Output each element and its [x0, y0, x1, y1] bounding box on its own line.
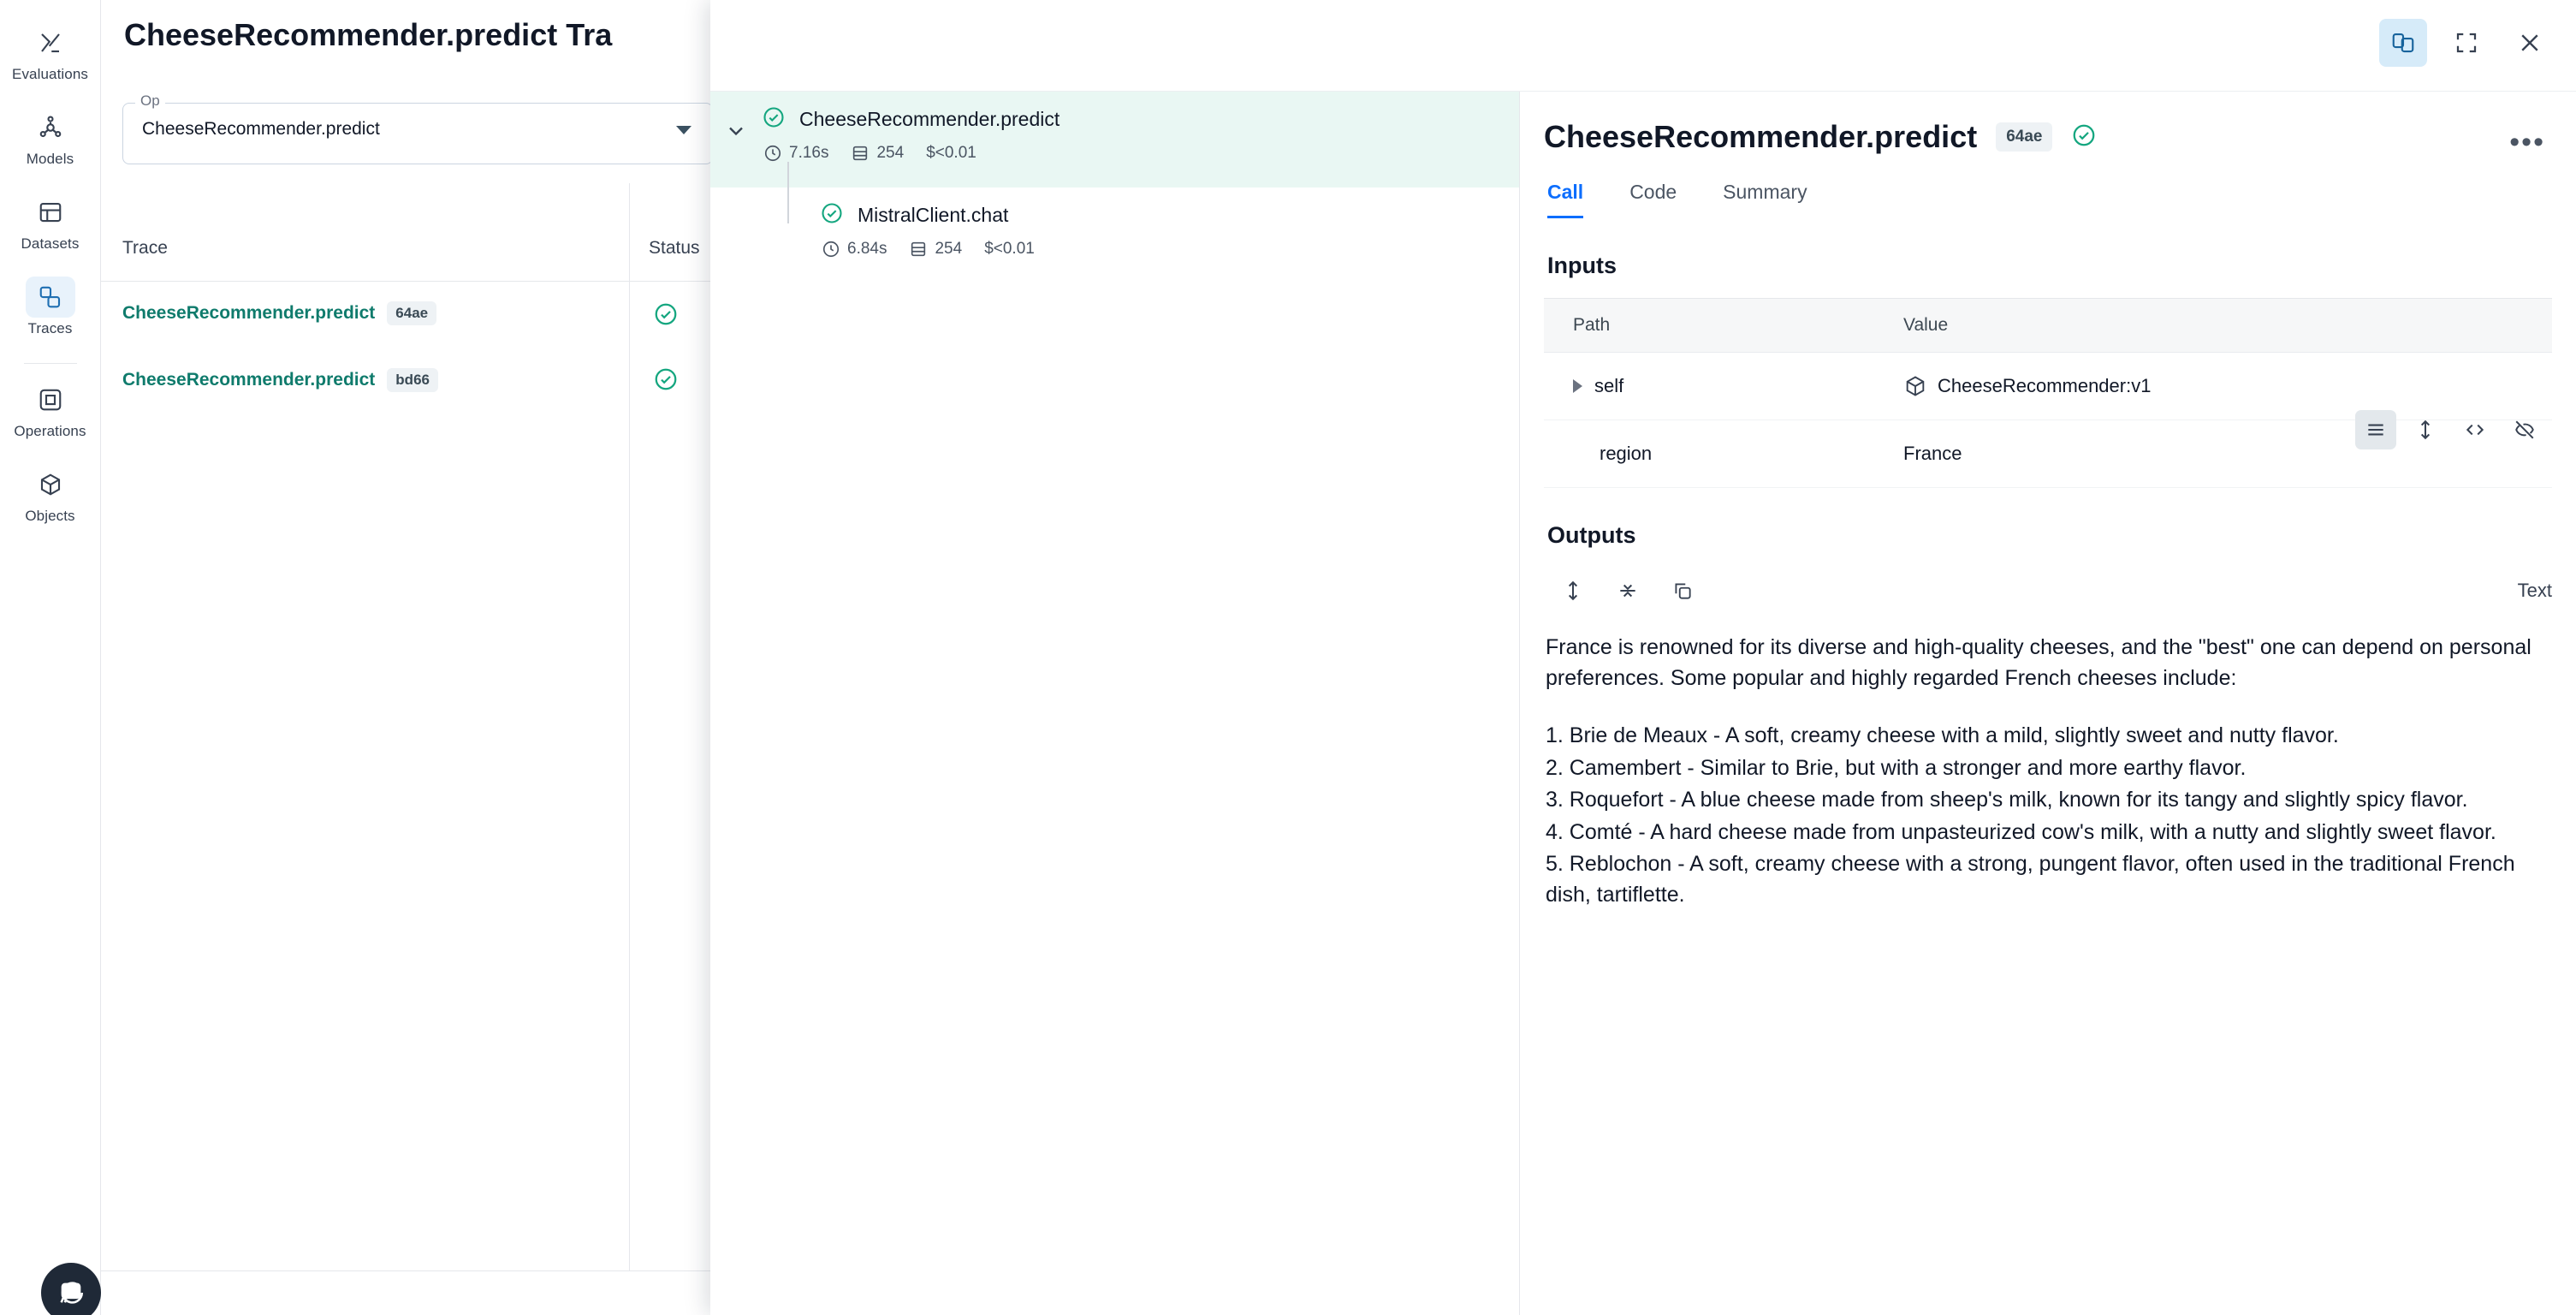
output-format-label[interactable]: Text: [2517, 580, 2552, 601]
status-badge: [762, 105, 786, 134]
sidebar-item-label: Operations: [14, 423, 86, 439]
latency-value: 6.84s: [847, 240, 887, 258]
tokens-icon: [851, 144, 870, 163]
support-chat-button[interactable]: [41, 1263, 101, 1315]
fullscreen-icon[interactable]: [2442, 19, 2490, 67]
sidebar-item-operations[interactable]: [8, 379, 93, 440]
rail-divider: [24, 363, 77, 364]
code-view-icon[interactable]: [2454, 410, 2496, 449]
sidebar-item-label: Traces: [27, 320, 73, 336]
input-value: France: [1903, 443, 1962, 464]
column-header-path: Path: [1573, 315, 1611, 335]
column-header-value: Value: [1903, 315, 1949, 335]
status-badge: [2071, 122, 2097, 152]
inputs-table: [1544, 298, 2552, 488]
sidebar-item-objects[interactable]: [8, 464, 93, 525]
hide-icon[interactable]: [2504, 410, 2545, 449]
trace-detail-drawer: [710, 0, 2576, 1315]
tokens-meta: [851, 144, 904, 163]
column-header-status[interactable]: Status: [649, 238, 700, 258]
tree-node-title: CheeseRecommender.predict: [799, 108, 1060, 130]
output-text: [1544, 633, 2542, 910]
cost-value: $<0.01: [984, 240, 1035, 258]
cost-meta: [984, 240, 1035, 259]
output-list-item: 1. Brie de Meaux - A soft, creamy cheese with a mild, slightly sweet and nutty flavor.: [1546, 723, 2339, 747]
status-badge: [653, 301, 679, 331]
expand-icon[interactable]: [1552, 571, 1594, 610]
call-tabs: [1544, 181, 2576, 218]
trace-link[interactable]: CheeseRecommender.predict: [122, 303, 376, 323]
datasets-icon: [26, 192, 75, 233]
tab-code[interactable]: Code: [1629, 181, 1677, 203]
sidebar-item-evaluations[interactable]: [8, 22, 93, 83]
latency-meta: [822, 240, 887, 259]
clock-icon: [822, 240, 840, 259]
copy-icon[interactable]: [1662, 571, 1703, 610]
output-list-item: 3. Roquefort - A blue cheese made from sheep's milk, known for its tangy and slightly spicy flavor.: [1546, 788, 2468, 812]
drawer-topbar: [710, 0, 2576, 92]
collapse-icon[interactable]: [1607, 571, 1648, 610]
compare-icon[interactable]: [2379, 19, 2427, 67]
evaluations-icon: [26, 22, 75, 63]
input-path: self: [1594, 375, 1624, 396]
expand-rows-icon[interactable]: [2405, 410, 2446, 449]
outputs-heading: Outputs: [1547, 522, 1636, 548]
sidebar-item-label: Evaluations: [12, 66, 88, 82]
input-value: CheeseRecommender:v1: [1938, 375, 2152, 396]
tree-node-meta: [820, 240, 1035, 259]
tokens-icon: [909, 240, 928, 259]
tree-node-meta: [762, 144, 1059, 163]
tree-connector: [787, 162, 789, 223]
latency-meta: [763, 144, 828, 163]
output-list-item: 5. Reblochon - A soft, creamy cheese with a strong, pungent flavor, often used in the traditional French dish, tartiflette.: [1546, 852, 2515, 907]
tree-node-title: MistralClient.chat: [858, 204, 1009, 226]
chevron-down-icon[interactable]: [710, 105, 762, 143]
drawer-body: [710, 92, 2576, 1315]
sidebar-item-models[interactable]: [8, 107, 93, 168]
page-title: CheeseRecommender.predict Tra: [124, 17, 613, 52]
inputs-table-header: [1544, 299, 2552, 353]
chevron-right-icon[interactable]: [1573, 379, 1582, 393]
tokens-value: 254: [935, 240, 963, 258]
table-row[interactable]: [101, 281, 632, 346]
models-icon: [26, 107, 75, 148]
sidebar-item-label: Datasets: [21, 235, 80, 252]
chevron-down-icon: [676, 126, 691, 134]
column-divider: [629, 183, 630, 1270]
call-title: CheeseRecommender.predict: [1544, 119, 1978, 154]
sidebar-item-label: Objects: [25, 508, 75, 524]
output-list-item: 4. Comté - A hard cheese made from unpasteurized cow's milk, with a nutty and slightly sweet flavor.: [1546, 819, 2496, 844]
status-badge: [653, 366, 679, 396]
output-paragraph: France is renowned for its diverse and high-quality cheeses, and the "best" one can depend on personal preferences. Some popular and highly regarded French cheeses include:: [1546, 635, 2531, 690]
op-select-value: CheeseRecommender.predict: [142, 119, 380, 139]
tab-call[interactable]: Call: [1547, 181, 1583, 218]
call-detail-pane: [1520, 92, 2576, 1315]
inputs-toolbar: [2355, 410, 2545, 449]
left-nav-rail: [0, 0, 101, 1315]
cost-value: $<0.01: [926, 144, 976, 162]
trace-id-badge: 64ae: [387, 301, 436, 325]
traces-icon: [26, 277, 75, 318]
column-header-trace[interactable]: Trace: [122, 238, 168, 258]
tree-node-child[interactable]: [710, 187, 1519, 283]
table-row[interactable]: [101, 348, 632, 413]
drawer-actions: [2379, 19, 2554, 67]
input-path: region: [1600, 443, 1653, 464]
operations-icon: [26, 379, 75, 420]
call-id-badge: 64ae: [1996, 122, 2052, 152]
latency-value: 7.16s: [789, 144, 829, 162]
output-list-item: 2. Camembert - Similar to Brie, but with a stronger and more earthy flavor.: [1546, 755, 2247, 780]
op-select-label: Op: [135, 92, 165, 110]
tab-summary[interactable]: Summary: [1723, 181, 1807, 203]
clock-icon: [763, 144, 782, 163]
tokens-value: 254: [876, 144, 905, 162]
chat-icon: [56, 1278, 86, 1307]
sidebar-item-datasets[interactable]: [8, 192, 93, 253]
cost-meta: [926, 144, 976, 163]
status-badge: [820, 201, 844, 229]
sidebar-item-traces[interactable]: [8, 277, 93, 337]
call-detail-header: [1544, 92, 2576, 155]
outputs-toolbar: [1544, 571, 2552, 610]
trace-id-badge: bd66: [387, 368, 438, 392]
trace-link[interactable]: CheeseRecommender.predict: [122, 370, 376, 390]
sidebar-item-label: Models: [26, 151, 74, 167]
inputs-heading: Inputs: [1547, 253, 1617, 278]
tokens-meta: [909, 240, 962, 259]
output-list: [1546, 721, 2542, 910]
cube-icon: [1903, 374, 1927, 398]
objects-icon: [26, 464, 75, 505]
call-tree: [710, 92, 1520, 1315]
tree-node-root[interactable]: [710, 92, 1519, 187]
list-view-icon[interactable]: [2355, 410, 2396, 449]
close-icon[interactable]: [2506, 19, 2554, 67]
overflow-menu-icon[interactable]: •••: [2509, 126, 2545, 158]
op-select[interactable]: [122, 103, 713, 164]
